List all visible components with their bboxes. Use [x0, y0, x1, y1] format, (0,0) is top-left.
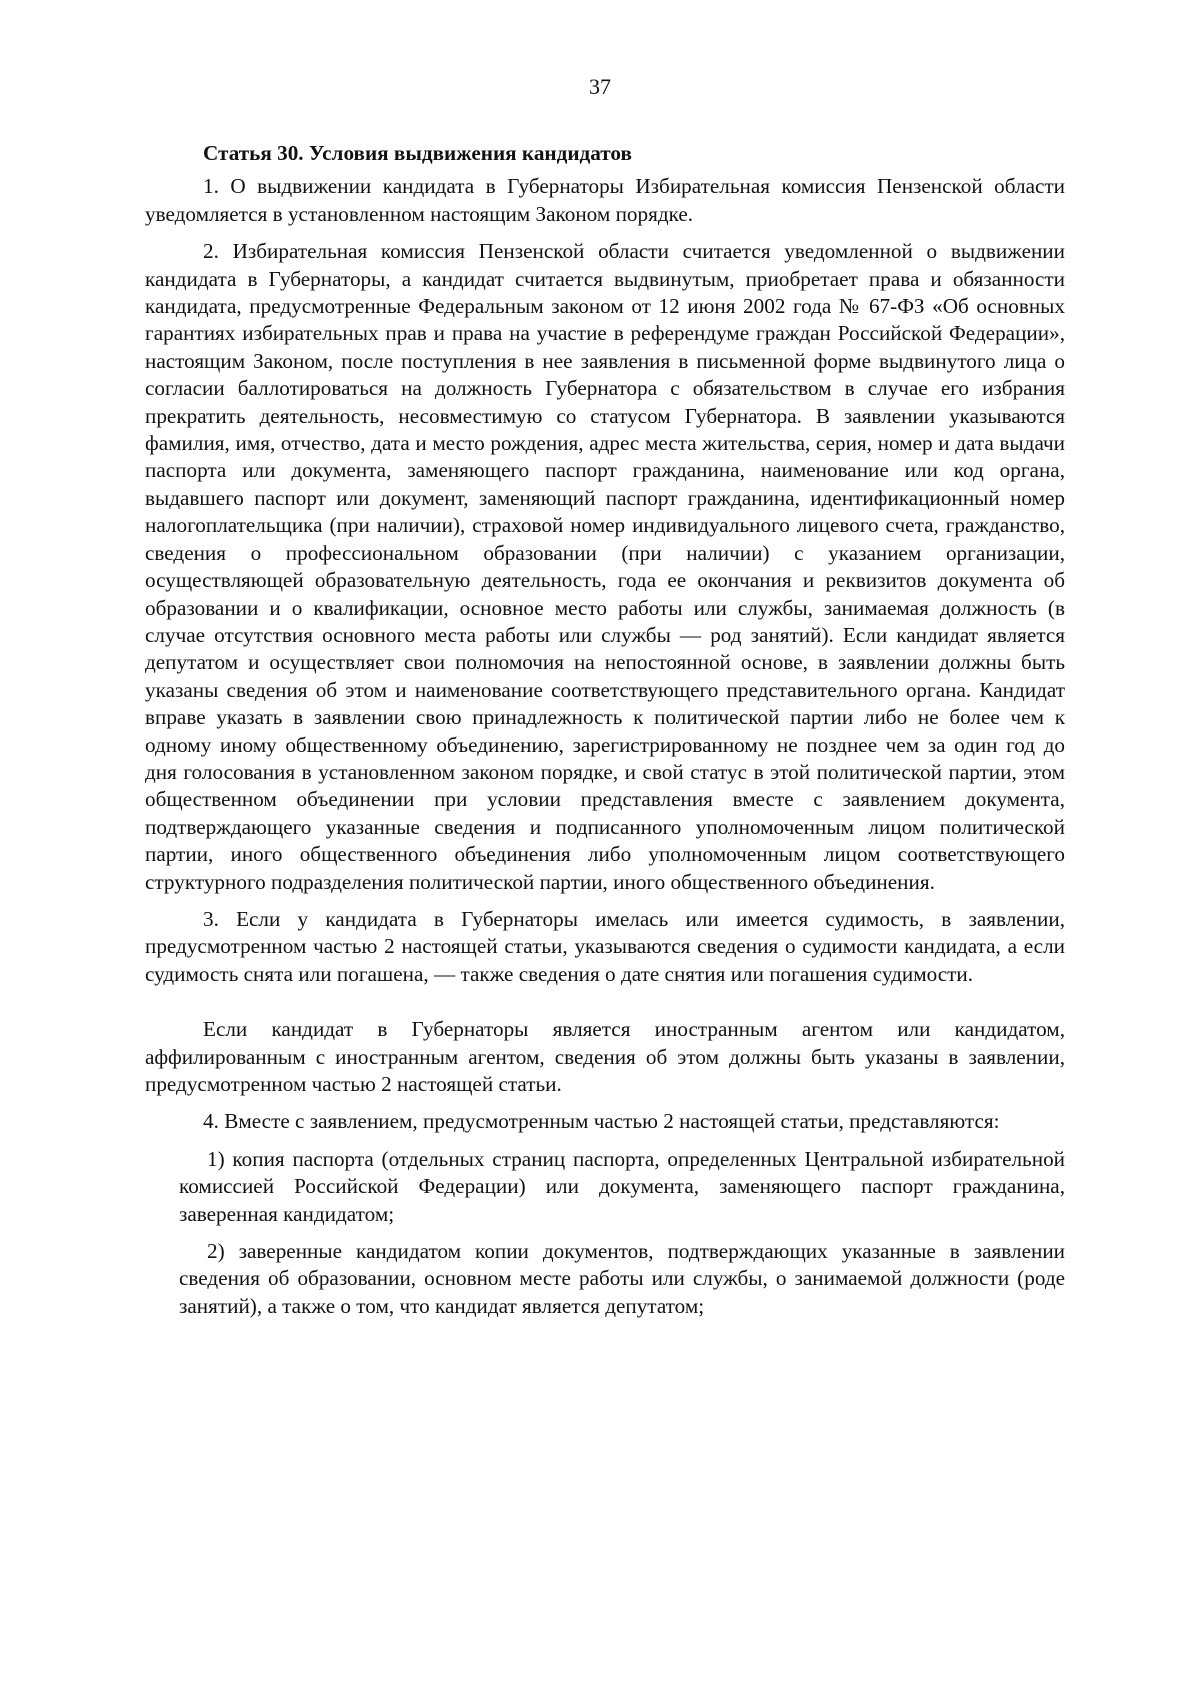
paragraph-2: 2. Избирательная комиссия Пензенской области считается уведомленной о выдвижении кандидата в Губернаторы, а кандидат считается выдвинутым, приобретает права и обязанности кандидата, предусмотренные Федеральным законом от 12 июня 2002 года № 67-ФЗ «Об основных гарантиях избирательных прав и права на участие в референдуме граждан Российской Федерации», настоящим Законом, после поступления в нее заявления в письменной форме выдвинутого лица о согласии баллотироваться на должность Губернатора с обязательством в случае его избрания прекратить деятельность, несовместимую со статусом Губернатора. В заявлении указываются фамилия, имя, отчество, дата и место рождения, адрес места жительства, серия, номер и дата выдачи паспорта или документа, заменяющего паспорт гражданина, наименование или код органа, выдавшего паспорт или документ, заменяющий паспорт гражданина, идентификационный номер налогоплательщика (при наличии), страховой номер индивидуального лицевого счета, гражданство, сведения о профессиональном образовании (при наличии) с указанием организации, осуществляющей образовательную деятельность, года ее окончания и реквизитов документа об образовании и о квалификации, основное место работы или службы, занимаемая должность (в случае отсутствия основного места работы или службы — род занятий). Если кандидат является депутатом и осуществляет свои полномочия на непостоянной основе, в заявлении должны быть указаны сведения об этом и наименование соответствующего представительного органа. Кандидат вправе указать в заявлении свою принадлежность к политической партии либо не более чем к одному иному общественному объединению, зарегистрированному не позднее чем за один год до дня голосования в установленном законом порядке, и свой статус в этой политической партии, этом общественном объединении при условии представления вместе с заявлением документа, подтверждающего указанные сведения и подписанного уполномоченным лицом политической партии, иного общественного объединения либо уполномоченным лицом соответствующего структурного подразделения политической партии, иного общественного объединения. — [145, 239, 1065, 894]
article-body — [145, 140, 1065, 1330]
list-item-2: 2) заверенные кандидатом копии документов, подтверждающих указанные в заявлении сведения об образовании, основном месте работы или службы, о занимаемой должности (роде занятий), а также о том, что кандидат является депутатом; — [179, 1239, 1065, 1318]
list-item-1: 1) копия паспорта (отдельных страниц паспорта, определенных Центральной избирательной комиссией Российской Федерации) или документа, заменяющего паспорт гражданина, заверенная кандидатом; — [179, 1146, 1065, 1226]
paragraph-3: 3. Если у кандидата в Губернаторы имелась или имеется судимость, в заявлении, предусмотренном частью 2 настоящей статьи, указываются сведения о судимости кандидата, а если судимость снята или погашена, — также сведения о дате снятия или погашения судимости. — [145, 906, 1065, 986]
article-heading: Статья 30. Условия выдвижения кандидатов — [203, 141, 632, 165]
paragraph-1: 1. О выдвижении кандидата в Губернаторы Избирательная комиссия Пензенской области уведомляется в установленном настоящим Законом порядке. — [145, 174, 1065, 226]
page-number: 37 — [589, 74, 611, 99]
paragraph-3-addendum: Если кандидат в Губернаторы является иностранным агентом или кандидатом, аффилированным с иностранным агентом, сведения об этом должны быть указаны в заявлении, предусмотренном частью 2 настоящей статьи. — [145, 1017, 1065, 1096]
paragraph-4: 4. Вместе с заявлением, предусмотренным частью 2 настоящей статьи, представляются: — [203, 1109, 1000, 1134]
